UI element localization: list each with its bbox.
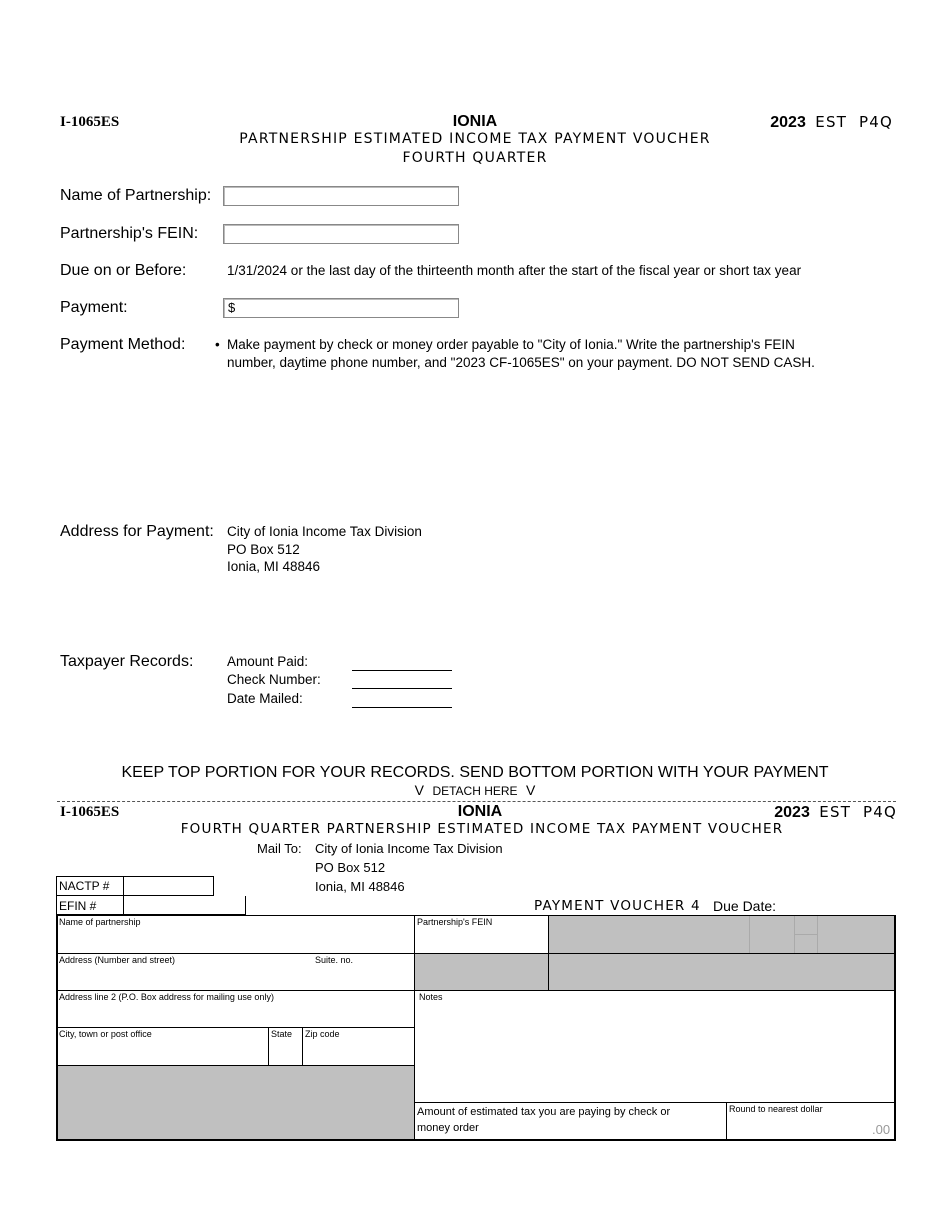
- address-line-3: Ionia, MI 48846: [227, 559, 321, 574]
- city-field-label: City, town or post office: [59, 1029, 152, 1039]
- dollar-sign: $: [228, 300, 236, 315]
- mail-line-3: Ionia, MI 48846: [315, 879, 405, 894]
- fein-field[interactable]: [416, 928, 547, 952]
- partnership-name-field-label: Name of partnership: [59, 917, 141, 927]
- address-line-2: PO Box 512: [227, 542, 300, 557]
- gray-block-right: [549, 954, 894, 990]
- gray-block-left: [415, 954, 548, 990]
- form-id: I-1065ES: [60, 114, 120, 130]
- quarter-subtitle: FOURTH QUARTER: [402, 150, 548, 166]
- partnership-name-field[interactable]: [58, 928, 412, 952]
- voucher-city-title: IONIA: [457, 803, 503, 820]
- detach-marker: [0, 782, 950, 800]
- address-field[interactable]: [58, 966, 412, 989]
- voucher-est-code: EST P4Q: [819, 803, 897, 821]
- gray-divider-4: [794, 934, 817, 935]
- zip-field-label: Zip code: [305, 1029, 340, 1039]
- zip-field[interactable]: [303, 1040, 413, 1064]
- state-field-label: State: [271, 1029, 293, 1039]
- efin-label: EFIN #: [59, 899, 97, 913]
- row-line-2: [57, 990, 414, 991]
- down-arrow-icon: V: [414, 782, 424, 798]
- est-code: EST P4Q: [815, 113, 893, 131]
- bullet-icon: •: [215, 337, 220, 352]
- amount-divider: [726, 1102, 727, 1140]
- column-divider: [414, 915, 415, 1140]
- payment-method-line1: Make payment by check or money order payable to "City of Ionia." Write the partnership's FEIN: [227, 337, 795, 352]
- address-field-label: Address (Number and street): [59, 955, 176, 965]
- city-title: IONIA: [452, 113, 498, 130]
- address2-field[interactable]: [58, 1003, 412, 1026]
- round-label: Round to nearest dollar: [729, 1104, 823, 1114]
- notes-field[interactable]: [416, 1004, 893, 1101]
- right-row-line-2: [415, 990, 895, 991]
- voucher-form-id: I-1065ES: [60, 804, 120, 820]
- voucher-year-code: [774, 803, 897, 822]
- amount-field[interactable]: [728, 1115, 868, 1138]
- tax-year: 2023: [770, 114, 806, 131]
- detach-line: [57, 801, 896, 802]
- partnership-fein-label: Partnership's FEIN:: [60, 225, 199, 242]
- date-mailed-label: Date Mailed:: [227, 691, 303, 706]
- form-subtitle: PARTNERSHIP ESTIMATED INCOME TAX PAYMENT VOUCHER: [239, 131, 711, 147]
- mail-line-1: City of Ionia Income Tax Division: [315, 841, 503, 856]
- down-arrow-icon: V: [526, 782, 536, 798]
- voucher-subtitle: FOURTH QUARTER PARTNERSHIP ESTIMATED INCOME TAX PAYMENT VOUCHER: [180, 821, 784, 837]
- address-line-1: City of Ionia Income Tax Division: [227, 524, 422, 539]
- gray-divider-3: [817, 916, 818, 953]
- payment-voucher-label: PAYMENT VOUCHER 4: [534, 898, 701, 914]
- address-for-payment-label: Address for Payment:: [60, 523, 214, 540]
- amount-paid-line[interactable]: [352, 670, 452, 671]
- row-line-1: [57, 953, 414, 954]
- check-number-label: Check Number:: [227, 672, 321, 687]
- due-date-text: 1/31/2024 or the last day of the thirteenth month after the start of the fiscal year or short tax year: [227, 263, 802, 278]
- payment-input[interactable]: [223, 298, 459, 318]
- mail-line-2: PO Box 512: [315, 860, 386, 875]
- amount-label-line1: Amount of estimated tax you are paying by check or: [417, 1106, 671, 1118]
- suite-field-label: Suite. no.: [315, 955, 354, 965]
- gray-block-top: [549, 916, 894, 953]
- notes-label: Notes: [419, 992, 443, 1002]
- amount-label-line2: money order: [417, 1122, 479, 1134]
- partnership-name-label: Name of Partnership:: [60, 187, 212, 204]
- efin-input[interactable]: [124, 896, 245, 914]
- due-date-label: Due on or Before:: [60, 262, 187, 279]
- mail-to-label: Mail To:: [257, 841, 302, 856]
- cents-label: .00: [872, 1122, 891, 1137]
- payment-method-label: Payment Method:: [60, 336, 186, 353]
- nactp-label: NACTP #: [59, 879, 110, 893]
- keep-instructions: KEEP TOP PORTION FOR YOUR RECORDS. SEND BOTTOM PORTION WITH YOUR PAYMENT: [121, 764, 829, 781]
- city-field[interactable]: [58, 1040, 267, 1064]
- address2-field-label: Address line 2 (P.O. Box address for mailing use only): [59, 992, 274, 1002]
- row-line-3: [57, 1027, 414, 1028]
- check-number-line[interactable]: [352, 688, 452, 689]
- date-mailed-line[interactable]: [352, 707, 452, 708]
- detach-text: DETACH HERE: [432, 784, 518, 798]
- voucher-tax-year: 2023: [774, 804, 810, 821]
- right-row-line-3: [415, 1102, 895, 1103]
- scanline-area: [58, 1066, 414, 1139]
- fein-field-label: Partnership's FEIN: [417, 917, 493, 927]
- partnership-name-input[interactable]: [223, 186, 459, 206]
- state-field[interactable]: [269, 1040, 301, 1064]
- payment-label: Payment:: [60, 299, 128, 316]
- nactp-input[interactable]: [124, 877, 213, 895]
- amount-paid-label: Amount Paid:: [227, 654, 309, 669]
- year-code: [770, 113, 893, 132]
- partnership-fein-input[interactable]: [223, 224, 459, 244]
- voucher-due-date-label: Due Date:: [713, 898, 777, 914]
- taxpayer-records-label: Taxpayer Records:: [60, 653, 194, 670]
- payment-method-line2: number, daytime phone number, and "2023 CF-1065ES" on your payment. DO NOT SEND CASH.: [227, 355, 815, 370]
